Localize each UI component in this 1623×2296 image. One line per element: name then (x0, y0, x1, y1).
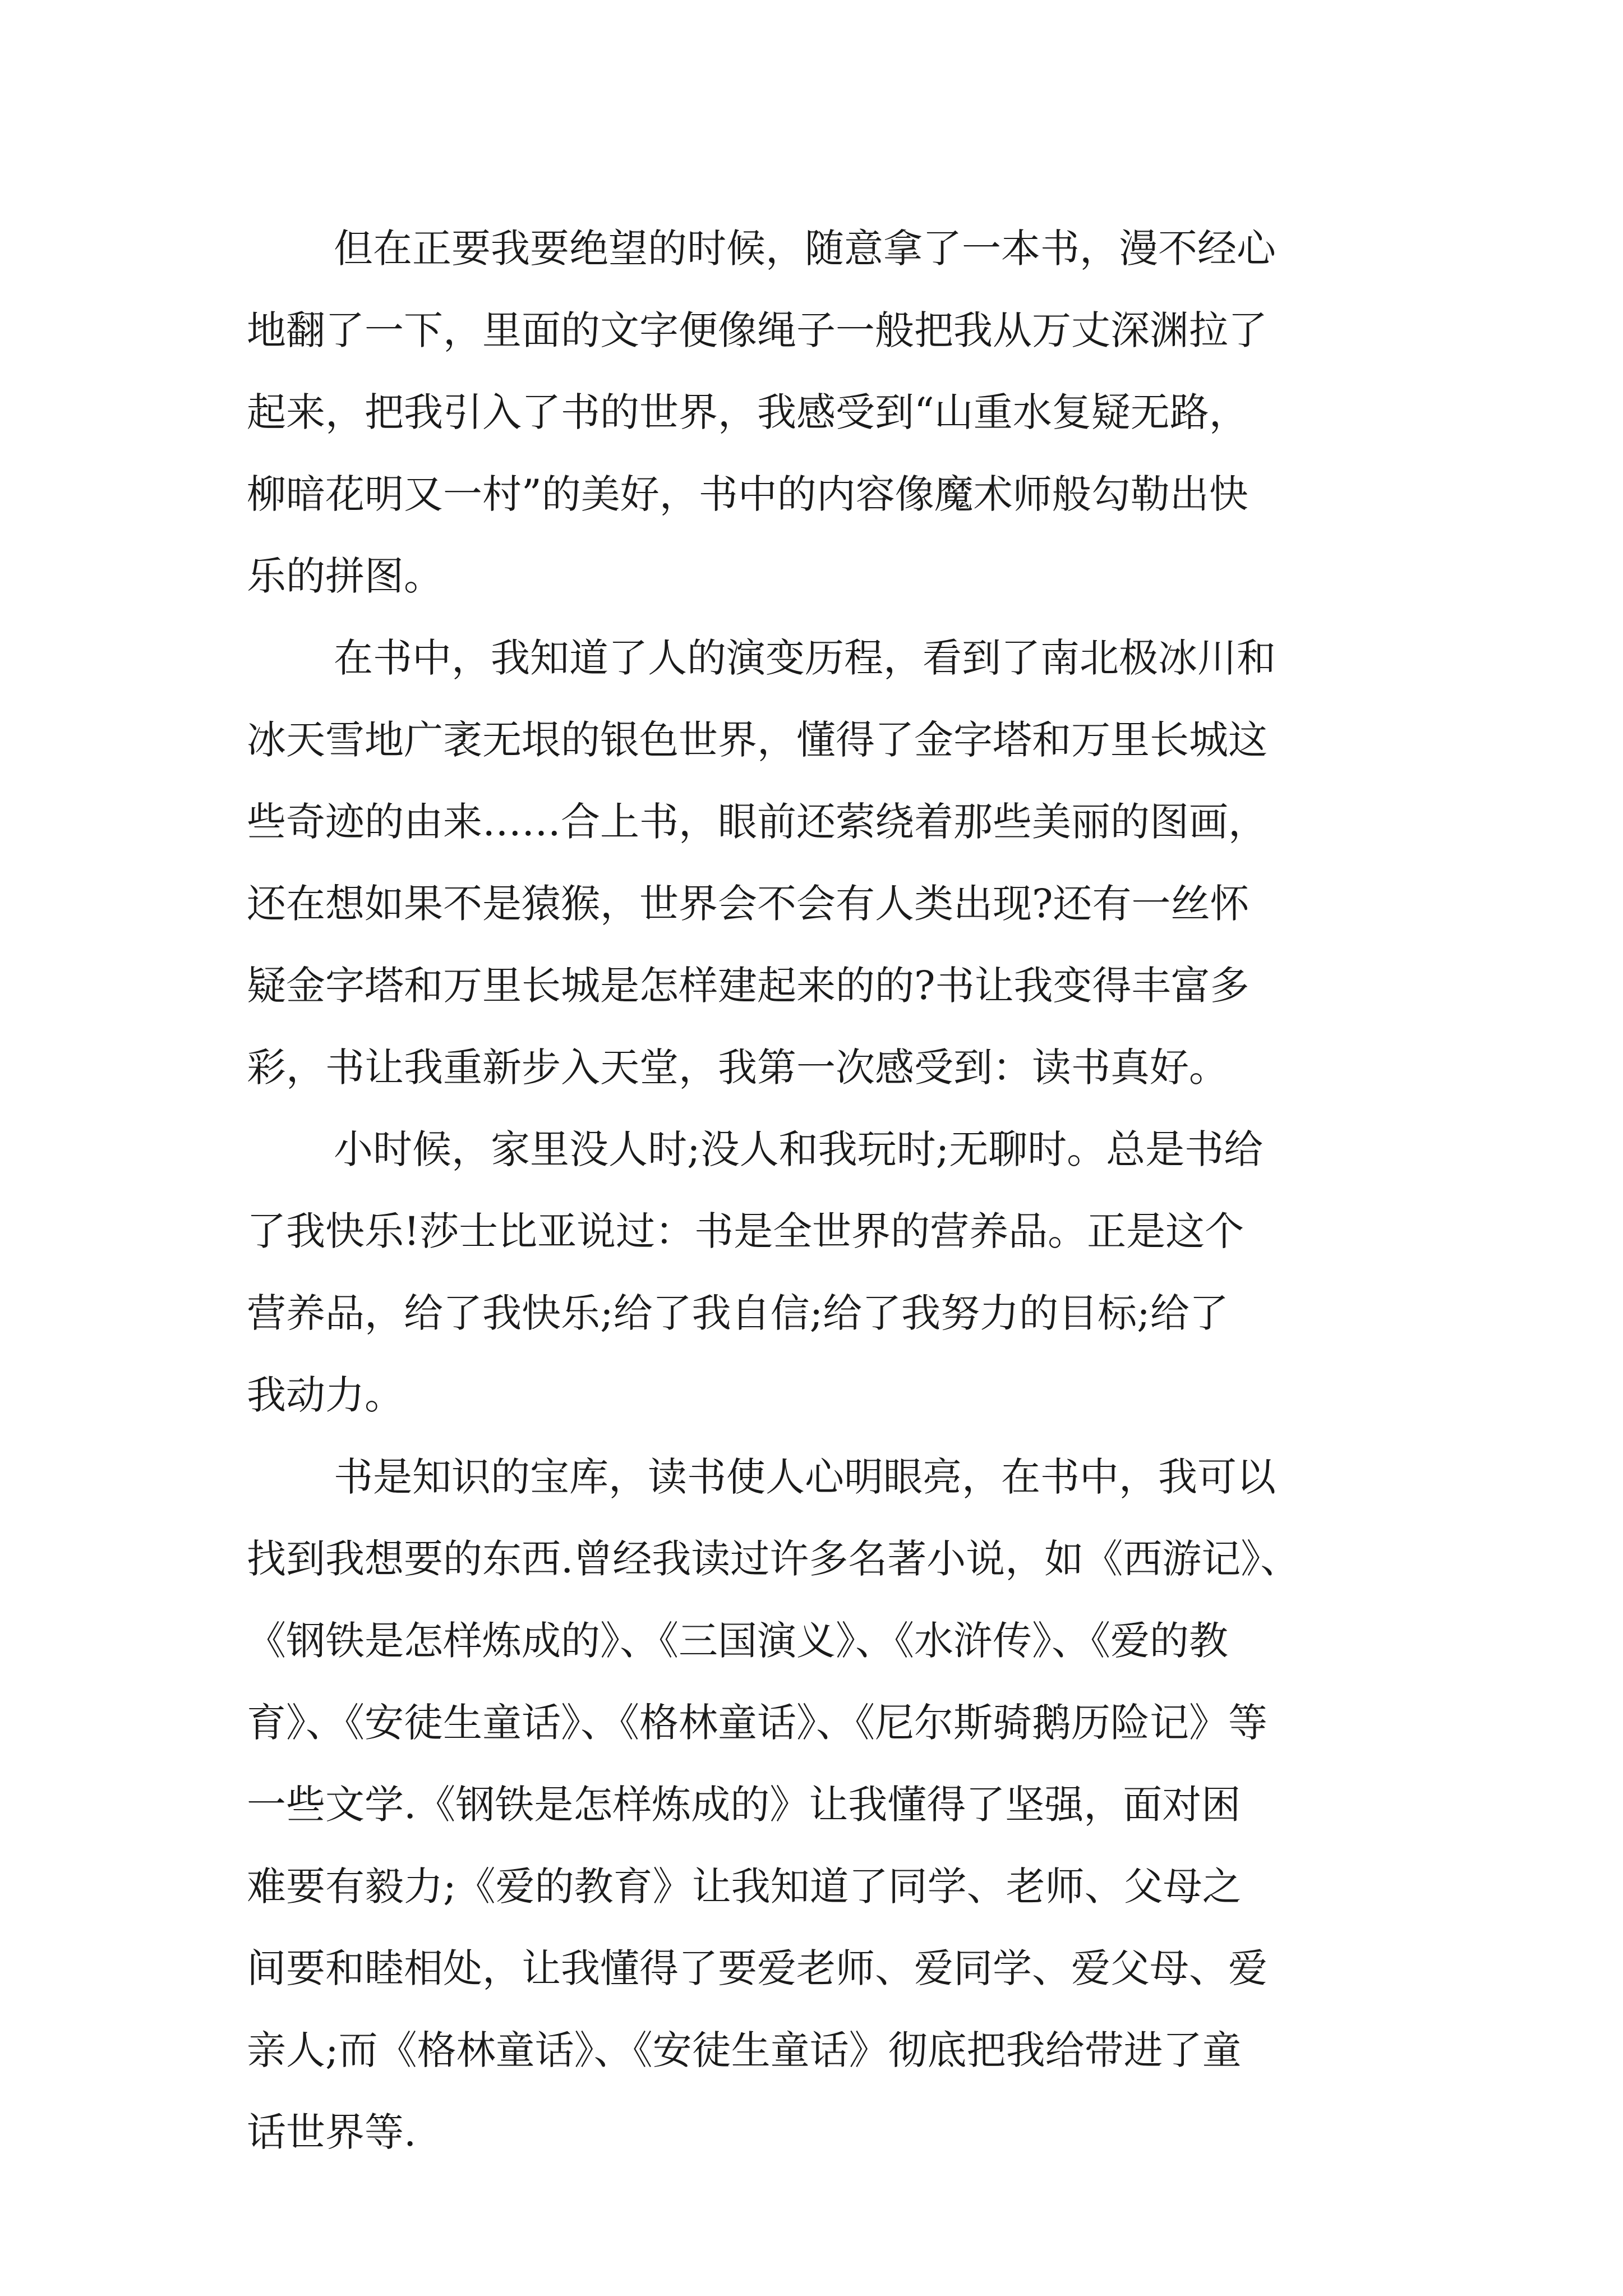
text-line: 在书中，我知道了人的演变历程，看到了南北极冰川和 (334, 635, 1276, 681)
paragraph-3 (247, 1108, 1419, 1436)
text-line: 小时候，家里没人时;没人和我玩时;无聊时。总是书给 (334, 1126, 1264, 1172)
body-text (247, 208, 1419, 2173)
text-line: 营养品，给了我快乐;给了我自信;给了我努力的目标;给了 (247, 1290, 1229, 1336)
text-line: 育》、《安徒生童话》、《格林童话》、《尼尔斯骑鹅历险记》等 (247, 1700, 1267, 1746)
text-line: 还在想如果不是猿猴，世界会不会有人类出现?还有一丝怀 (247, 881, 1249, 927)
text-line: 柳暗花明又一村”的美好，书中的内容像魔术师般勾勒出快 (247, 471, 1248, 517)
text-line: 一些文学.《钢铁是怎样炼成的》让我懂得了坚强，面对困 (247, 1782, 1241, 1828)
paragraph-4 (247, 1436, 1419, 2173)
text-line: 些奇迹的由来……合上书，眼前还萦绕着那些美丽的图画， (247, 799, 1267, 845)
text-line: 乐的拼图。 (247, 553, 443, 599)
text-line: 但在正要我要绝望的时候，随意拿了一本书，漫不经心 (334, 226, 1276, 272)
text-line: 亲人;而《格林童话》、《安徒生童话》彻底把我给带进了童 (247, 2027, 1242, 2073)
text-line: 冰天雪地广袤无垠的银色世界，懂得了金字塔和万里长城这 (247, 717, 1267, 763)
text-line: 书是知识的宝库，读书使人心明眼亮，在书中，我可以 (334, 1454, 1276, 1500)
text-line: 地翻了一下，里面的文字便像绳子一般把我从万丈深渊拉了 (247, 307, 1267, 353)
paragraph-1 (247, 208, 1419, 617)
text-line: 了我快乐!莎士比亚说过：书是全世界的营养品。正是这个 (247, 1208, 1244, 1254)
text-line: 彩，书让我重新步入天堂，我第一次感受到：读书真好。 (247, 1045, 1228, 1091)
text-line: 疑金字塔和万里长城是怎样建起来的的?书让我变得丰富多 (247, 963, 1249, 1009)
text-line: 难要有毅力;《爱的教育》让我知道了同学、老师、父母之 (247, 1864, 1242, 1910)
text-line: 起来，把我引入了书的世界，我感受到“山重水复疑无路， (247, 389, 1248, 435)
text-line: 《钢铁是怎样炼成的》、《三国演义》、《水浒传》、《爱的教 (247, 1618, 1228, 1664)
text-line: 我动力。 (247, 1372, 404, 1418)
paragraph-2 (247, 617, 1419, 1108)
text-line: 话世界等. (247, 2109, 417, 2155)
text-line: 找到我想要的东西.曾经我读过许多名著小说，如《西游记》、 (247, 1536, 1300, 1582)
text-line: 间要和睦相处，让我懂得了要爱老师、爱同学、爱父母、爱 (247, 1945, 1267, 1991)
